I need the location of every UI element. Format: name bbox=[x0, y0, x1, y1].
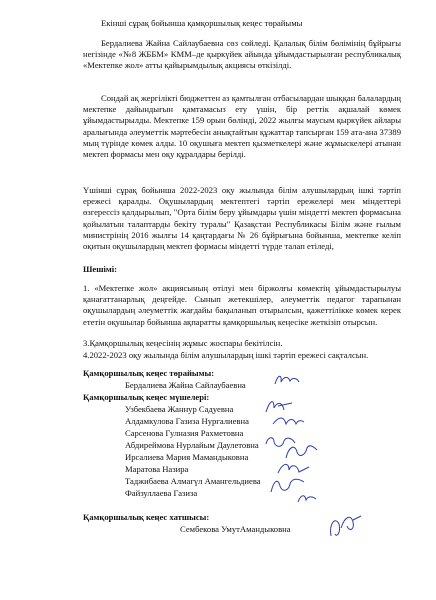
member-name: Абдиреймова Нурлайым Даулетовна bbox=[125, 440, 259, 450]
decision-item-1: 1. «Мектепке жол» акциясының өтілуі мен біржолғы көмектің ұйымдастырылуы қанағаттанарлық деңгейде. Сынып жетекшілер, әлеуметтік педагог тарапынан оқушылардың әлеуметтік жағдайы бақыланып отырылсын, қажеттілікке көмек керек ететін оқушылар бойынша ақпаратты қамқоршылық кеңесіке жеткізіп отырсын. bbox=[83, 283, 401, 327]
paragraph-1: Бердалиева Жайна Сайлаубаевна сөз сөйледі. Қалалық білім бөлімінің бұйрығы негізінде «№8 ЖББМ» КММ–де қыркүйек айында ұйымдастырылған республикалық «Мектепке жол» атты қайырымдылық акциясы өткізілді. bbox=[83, 38, 401, 71]
member-signature bbox=[270, 410, 306, 432]
chair-signature bbox=[272, 370, 302, 390]
member-name: Ирсалиева Мария Мамандыковна bbox=[125, 452, 249, 462]
member-name: Сарсенова Гулназия Рахметовна bbox=[125, 428, 244, 438]
member-name: Файзуллаева Газиза bbox=[125, 488, 198, 498]
secretary-signature bbox=[325, 510, 365, 544]
secretary-title: Қамқоршылық кеңес хатшысы: bbox=[83, 512, 210, 522]
paragraph-3: Үшінші сұрақ бойынша 2022-2023 оқу жылында білім алушылардың ішкі тәртіп ережесі қаралды. Оқушылардың мектептегі тәртіп ережелері мен міндеттері өзгерессіз қалдырылып, "Орта білім беру ұйымдары үшін міндетті мектеп формасына қойылатын талаптарды бекіту туралы" Қазақстан Республикасы Білім және ғылым министрінің 2016 жылғы 14 қаңтардағы № 26 бұйрығына бойынша, мектепке келіп оқитын оқушылардың мектеп формасы міндетті түрде талап етіледі, bbox=[83, 185, 401, 252]
decision-item-3: 3.Қамқоршылық кеңесінің жұмыс жоспары бекітілсін. bbox=[83, 338, 283, 348]
member-name: Узбекбаева Жаннур Садуевна bbox=[125, 404, 234, 414]
intro-line: Екінші сұрақ бойынша қамқоршылық кеңес төрайымы bbox=[101, 18, 303, 28]
decision-item-4: 4.2022-2023 оқу жылында білім алушылардың ішкі тәртіп ережесі сақталсын. bbox=[83, 350, 369, 360]
member-name: Алдамкулова Газиза Нургалиевна bbox=[125, 416, 249, 426]
members-title: Қамқоршылық кеңес мүшелері: bbox=[83, 392, 210, 402]
secretary-name: Сембекова УмутАмандыковна bbox=[180, 524, 291, 534]
paragraph-2: Сондай ақ жергілікті бюджеттен аз қамтылған отбасылардан шыққан балалардың мектепке дайындығын қамтамасыз ету үшін, бір реттік ақшалай көмек ұйымдастырылды. Мектепке 159 орын бөлінді, 2022 жылғы маусым қыркүйек айлары аралығында әлеуметтік мәртебесін анықтайтын құжаттар тапсырған 159 ата-ана 37389 мың түрінде көмек алды. 10 оқушыға мектеп қызметкелері және жұмыскелері атынан мектеп формасы мен оқу құралдары берілді. bbox=[83, 93, 401, 160]
member-name: Таджибаева Алмагүл Амангельдиева bbox=[125, 476, 261, 486]
decision-heading: Шешімі: bbox=[83, 264, 117, 274]
chair-title: Қамқоршылық кеңес төрайымы: bbox=[83, 368, 215, 378]
chair-name: Бердалиева Жайна Сайлаубаевна bbox=[125, 380, 246, 390]
member-name: Маратова Назира bbox=[125, 464, 189, 474]
member-signature bbox=[295, 490, 319, 508]
